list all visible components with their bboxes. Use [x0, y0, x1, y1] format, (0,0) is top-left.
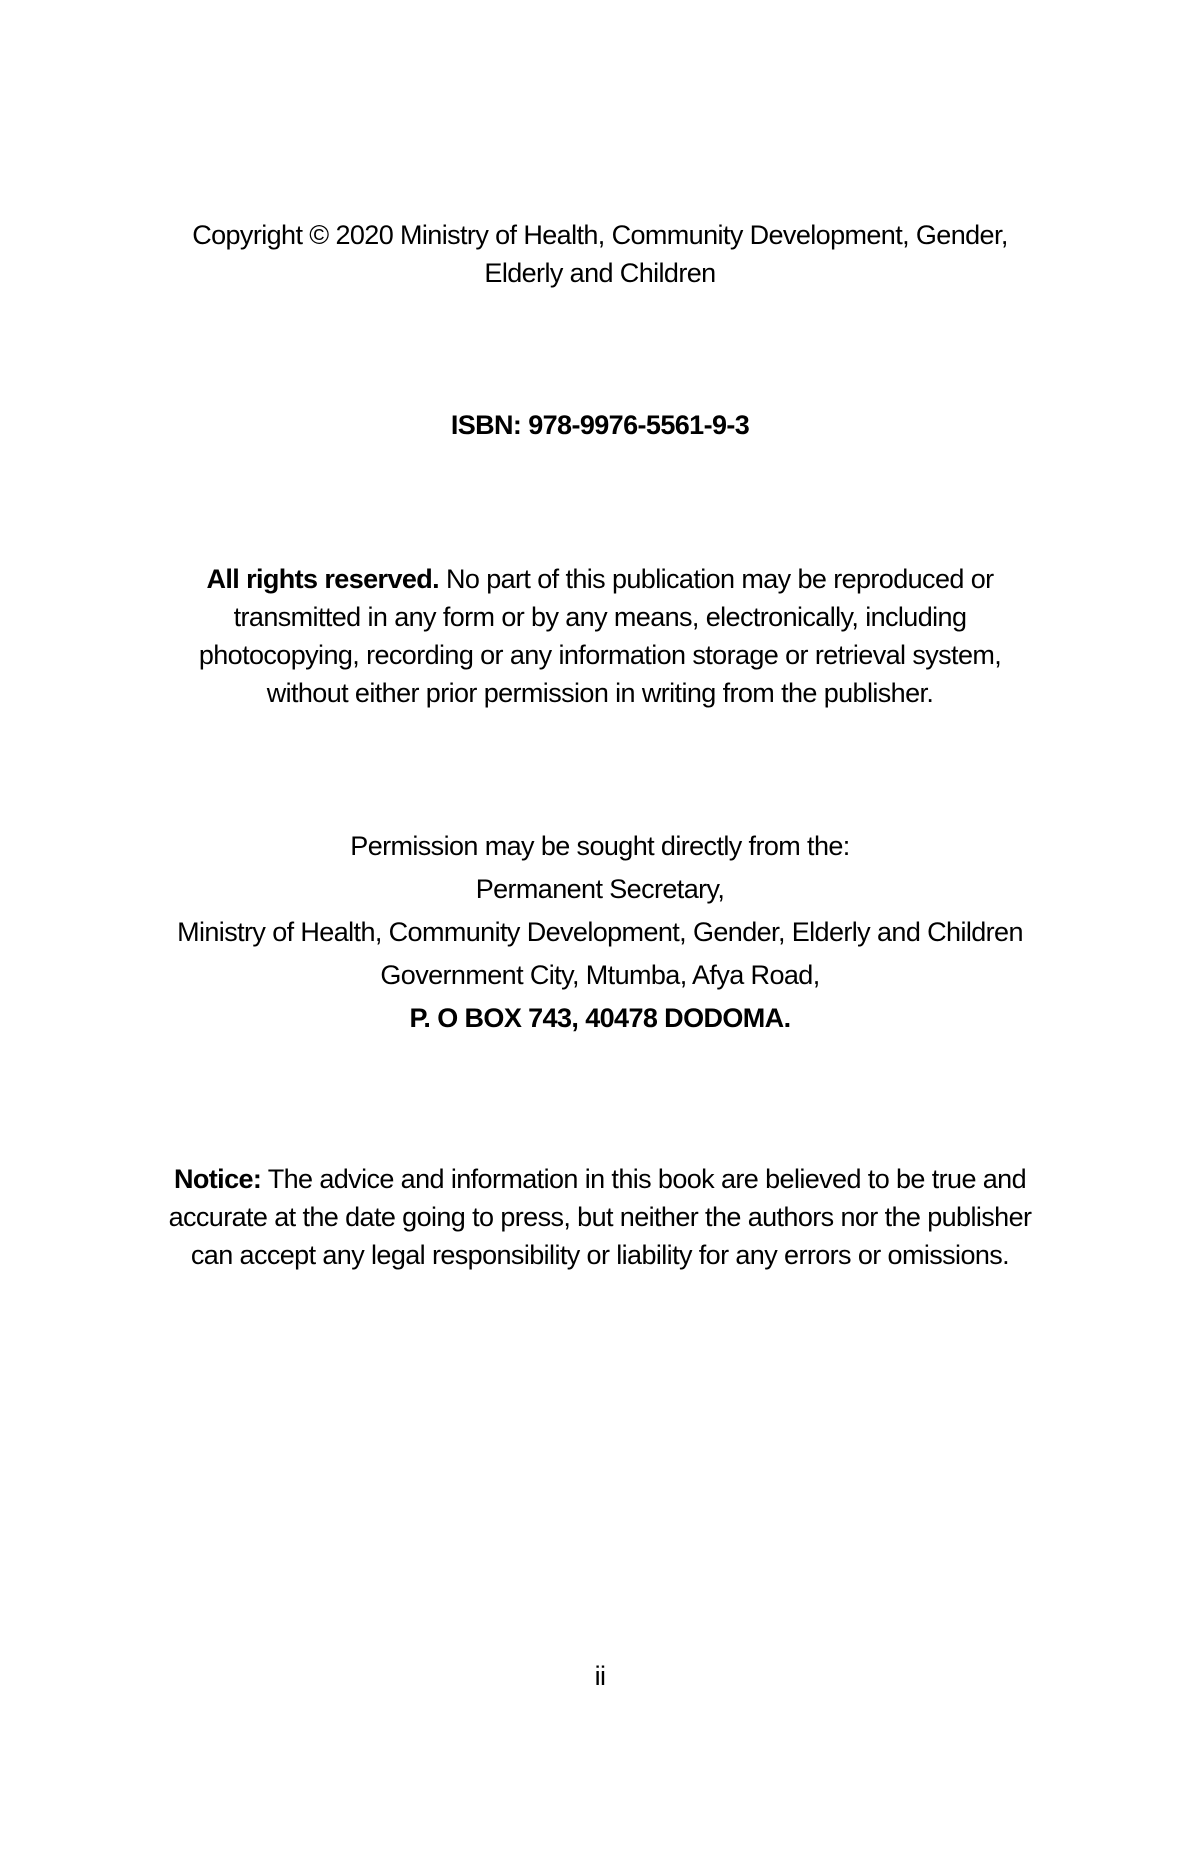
notice-paragraph	[160, 1160, 1040, 1274]
copyright-line-2: Elderly and Children	[484, 258, 716, 288]
copyright-line-1: Copyright © 2020 Ministry of Health, Community Development, Gender,	[192, 220, 1008, 250]
rights-text: No part of this publication may be reproduced or transmitted in any form or by any means, electronically, including photocopying, recording or any information storage or retrieval system, without either prior permission in writing from the publisher.	[198, 564, 1002, 708]
page-number: ii	[594, 1661, 606, 1691]
permission-title: Permanent Secretary,	[475, 874, 725, 904]
permission-po-box: P. O BOX 743, 40478 DODOMA.	[409, 1003, 791, 1033]
notice-text: The advice and information in this book are believed to be true and accurate at the date going to press, but neither the authors nor the publisher can accept any legal responsibility or liability for any errors or omissions.	[168, 1164, 1032, 1270]
permission-contact	[160, 825, 1040, 1040]
copyright-notice	[160, 216, 1040, 292]
isbn: ISBN: 978-9976-5561-9-3	[450, 410, 750, 440]
notice-label: Notice:	[173, 1164, 262, 1194]
permission-intro: Permission may be sought directly from the:	[350, 831, 850, 861]
permission-ministry: Ministry of Health, Community Development, Gender, Elderly and Children	[177, 917, 1023, 947]
permission-address: Government City, Mtumba, Afya Road,	[380, 960, 820, 990]
rights-paragraph	[160, 560, 1040, 712]
rights-label: All rights reserved.	[206, 564, 440, 594]
